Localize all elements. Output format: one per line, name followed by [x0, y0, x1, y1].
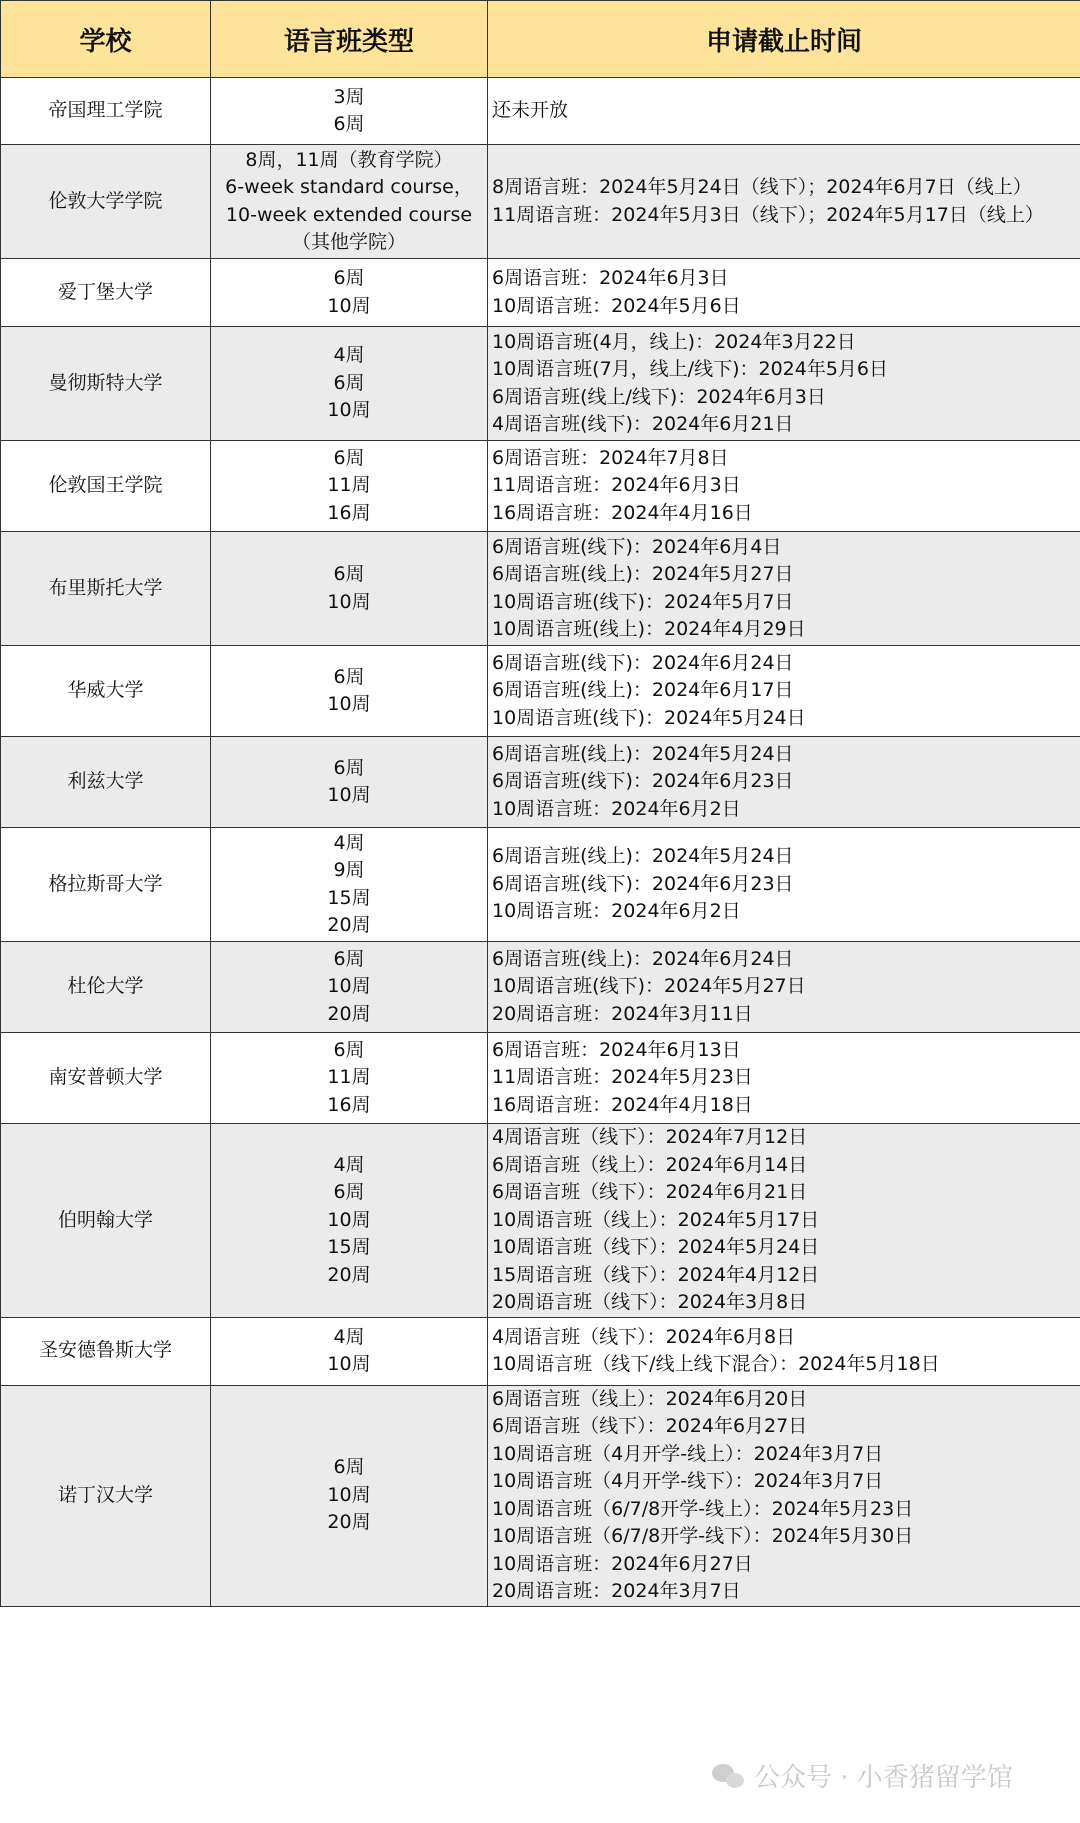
deadline-line: 10周语言班(线下)：2024年5月7日 [492, 590, 794, 613]
school-cell: 格拉斯哥大学 [1, 828, 211, 942]
course-type-line: 6周 [333, 665, 365, 688]
table-row [1, 737, 1080, 828]
school-cell: 华威大学 [1, 646, 211, 737]
deadline-line: 6周语言班(线下)：2024年6月24日 [492, 651, 794, 674]
deadline-line: 10周语言班(线下)：2024年5月24日 [492, 706, 806, 729]
course-type-cell [211, 532, 488, 646]
deadline-cell [488, 532, 1080, 646]
header-deadline: 申请截止时间 [488, 1, 1080, 78]
course-type-line: 6-week standard course， [225, 176, 473, 198]
course-type-line: （其他学院） [291, 231, 406, 253]
deadline-cell [488, 828, 1080, 942]
table-row [1, 145, 1080, 259]
table-row [1, 259, 1080, 327]
course-type-line: 10周 [327, 975, 371, 998]
course-type-cell [211, 441, 488, 532]
deadline-line: 11周语言班：2024年5月3日（线下）；2024年5月17日（线上） [492, 203, 1044, 226]
deadline-line: 6周语言班（线上）：2024年6月20日 [492, 1387, 808, 1410]
course-type-line: 4周 [333, 831, 365, 854]
deadline-cell [488, 646, 1080, 737]
table-row [1, 1317, 1080, 1385]
course-type-cell [211, 646, 488, 737]
deadline-line: 10周语言班（4月开学-线下）：2024年3月7日 [492, 1470, 884, 1492]
deadline-line: 10周语言班(4月，线上)：2024年3月22日 [492, 330, 856, 353]
course-type-cell [211, 828, 488, 942]
deadline-line: 16周语言班：2024年4月18日 [492, 1093, 753, 1116]
watermark-text: 公众号 · 小香猪留学馆 [754, 1763, 1013, 1793]
school-cell: 布里斯托大学 [1, 532, 211, 646]
deadline-line: 6周语言班(线下)：2024年6月23日 [492, 872, 794, 895]
course-type-line: 10周 [327, 1353, 371, 1375]
deadline-line: 6周语言班（线上）：2024年6月14日 [492, 1153, 808, 1176]
school-cell: 利兹大学 [1, 737, 211, 828]
table-row [1, 78, 1080, 145]
deadline-line: 6周语言班：2024年7月8日 [492, 446, 729, 469]
deadline-line: 10周语言班(线上)：2024年4月29日 [492, 618, 806, 640]
school-cell: 诺丁汉大学 [1, 1385, 211, 1606]
deadline-line: 6周语言班（线下）：2024年6月21日 [492, 1181, 808, 1203]
course-type-line: 10周 [327, 693, 371, 715]
school-cell: 帝国理工学院 [1, 78, 211, 145]
school-cell: 爱丁堡大学 [1, 259, 211, 327]
deadline-line: 16周语言班：2024年4月16日 [492, 501, 753, 524]
deadline-cell [488, 441, 1080, 532]
table-row [1, 646, 1080, 737]
deadline-line: 4周语言班(线下)：2024年6月21日 [492, 413, 794, 435]
header-course-type: 语言班类型 [211, 1, 488, 78]
table-row [1, 1385, 1080, 1606]
school-cell: 伯明翰大学 [1, 1124, 211, 1318]
course-type-line: 20周 [327, 1511, 371, 1534]
deadline-line: 6周语言班（线下）：2024年6月27日 [492, 1415, 808, 1437]
course-type-line: 4周 [333, 344, 365, 367]
course-type-line: 10-week extended course [225, 203, 473, 226]
deadline-line: 20周语言班（线下）：2024年3月8日 [492, 1291, 808, 1313]
course-type-line: 6周 [333, 756, 365, 779]
school-cell: 杜伦大学 [1, 942, 211, 1033]
course-type-line: 10周 [327, 784, 371, 806]
course-type-cell [211, 327, 488, 441]
deadline-line: 6周语言班(线下)：2024年6月4日 [492, 535, 782, 558]
table-body [1, 78, 1080, 1607]
course-type-line: 6周 [333, 1456, 365, 1479]
deadline-line: 10周语言班（线上）：2024年5月17日 [492, 1208, 820, 1231]
deadline-cell [488, 1124, 1080, 1318]
course-type-line: 10周 [327, 1208, 371, 1231]
course-type-line: 9周 [333, 859, 365, 881]
deadline-line: 6周语言班：2024年6月3日 [492, 267, 729, 289]
deadline-line: 6周语言班(线上/线下)：2024年6月3日 [492, 385, 826, 408]
course-type-cell [211, 737, 488, 828]
deadline-line: 10周语言班：2024年6月2日 [492, 797, 741, 820]
header-school: 学校 [1, 1, 211, 78]
course-type-line: 16周 [327, 1093, 371, 1116]
course-type-line: 6周 [333, 1038, 365, 1061]
school-cell: 伦敦国王学院 [1, 441, 211, 532]
deadline-cell [488, 942, 1080, 1033]
course-type-line: 20周 [327, 1263, 371, 1286]
table-row [1, 327, 1080, 441]
school-cell: 南安普顿大学 [1, 1033, 211, 1124]
deadline-line: 6周语言班(线上)：2024年5月27日 [492, 563, 794, 585]
deadline-line: 10周语言班（6/7/8开学-线下）：2024年5月30日 [492, 1525, 914, 1547]
deadline-cell [488, 737, 1080, 828]
course-type-line: 11周 [327, 1066, 371, 1089]
wechat-icon [712, 1762, 746, 1790]
deadline-cell [488, 145, 1080, 259]
school-cell: 伦敦大学学院 [1, 145, 211, 259]
course-type-cell [211, 145, 488, 259]
deadline-line: 4周语言班（线下）：2024年7月12日 [492, 1126, 808, 1148]
deadline-cell [488, 1385, 1080, 1606]
deadline-cell [488, 1317, 1080, 1385]
deadline-line: 6周语言班(线下)：2024年6月23日 [492, 770, 794, 793]
deadline-line: 还未开放 [492, 99, 569, 122]
course-type-line: 10周 [327, 590, 371, 613]
deadline-line: 10周语言班：2024年6月2日 [492, 900, 741, 923]
course-type-cell [211, 1317, 488, 1385]
deadline-cell [488, 259, 1080, 327]
deadline-line: 6周语言班：2024年6月13日 [492, 1038, 741, 1061]
course-type-line: 20周 [327, 1002, 371, 1025]
course-type-line: 6周 [333, 446, 365, 469]
course-type-line: 6周 [333, 267, 365, 289]
deadline-line: 8周语言班：2024年5月24日（线下）；2024年6月7日（线上） [492, 176, 1032, 198]
course-type-cell [211, 78, 488, 145]
course-type-cell [211, 1124, 488, 1318]
deadline-cell [488, 78, 1080, 145]
deadline-line: 10周语言班（线下）：2024年5月24日 [492, 1236, 820, 1258]
deadline-line: 6周语言班(线上)：2024年6月17日 [492, 679, 794, 702]
deadline-line: 6周语言班(线上)：2024年5月24日 [492, 742, 794, 765]
course-type-line: 4周 [333, 1325, 365, 1348]
course-type-line: 15周 [327, 886, 371, 909]
deadline-line: 20周语言班：2024年3月11日 [492, 1002, 753, 1025]
course-type-line: 16周 [327, 501, 371, 524]
table-row [1, 828, 1080, 942]
course-type-line: 6周 [333, 563, 365, 585]
table-row [1, 942, 1080, 1033]
course-type-line: 6周 [333, 113, 365, 135]
deadline-line: 10周语言班(7月，线上/线下)：2024年5月6日 [492, 358, 889, 380]
deadline-line: 10周语言班（6/7/8开学-线上）：2024年5月23日 [492, 1497, 914, 1520]
school-cell: 圣安德鲁斯大学 [1, 1317, 211, 1385]
deadline-line: 4周语言班（线下）：2024年6月8日 [492, 1325, 796, 1348]
course-type-line: 15周 [327, 1236, 371, 1258]
table-row [1, 1124, 1080, 1318]
deadline-line: 6周语言班(线上)：2024年6月24日 [492, 947, 794, 970]
course-type-cell [211, 942, 488, 1033]
deadline-line: 10周语言班：2024年6月27日 [492, 1552, 753, 1575]
course-type-line: 8周，11周（教育学院） [245, 148, 453, 171]
course-type-line: 6周 [333, 1181, 365, 1203]
deadline-line: 6周语言班(线上)：2024年5月24日 [492, 845, 794, 868]
table-row [1, 1033, 1080, 1124]
course-type-line: 6周 [333, 371, 365, 394]
course-type-line: 3周 [333, 85, 365, 108]
table-row [1, 441, 1080, 532]
course-type-line: 10周 [327, 294, 371, 317]
deadline-line: 10周语言班（线下/线上线下混合）：2024年5月18日 [492, 1353, 940, 1375]
deadline-cell [488, 1033, 1080, 1124]
course-type-cell [211, 259, 488, 327]
course-type-line: 20周 [327, 914, 371, 936]
deadline-line: 10周语言班（4月开学-线上）：2024年3月7日 [492, 1442, 884, 1465]
table-header-row [1, 1, 1080, 78]
deadline-line: 20周语言班：2024年3月7日 [492, 1580, 741, 1602]
deadline-line: 11周语言班：2024年6月3日 [492, 474, 741, 497]
deadline-cell [488, 327, 1080, 441]
course-type-line: 4周 [333, 1153, 365, 1176]
course-type-cell [211, 1033, 488, 1124]
deadline-line: 15周语言班（线下）：2024年4月12日 [492, 1263, 820, 1286]
table-row [1, 532, 1080, 646]
course-type-cell [211, 1385, 488, 1606]
course-type-line: 10周 [327, 1483, 371, 1506]
course-type-line: 11周 [327, 474, 371, 497]
school-cell: 曼彻斯特大学 [1, 327, 211, 441]
watermark [712, 1757, 1013, 1794]
deadline-line: 11周语言班：2024年5月23日 [492, 1066, 753, 1089]
deadline-line: 10周语言班：2024年5月6日 [492, 294, 741, 317]
course-type-line: 6周 [333, 947, 365, 970]
deadline-line: 10周语言班(线下)：2024年5月27日 [492, 975, 806, 998]
course-type-line: 10周 [327, 399, 371, 422]
